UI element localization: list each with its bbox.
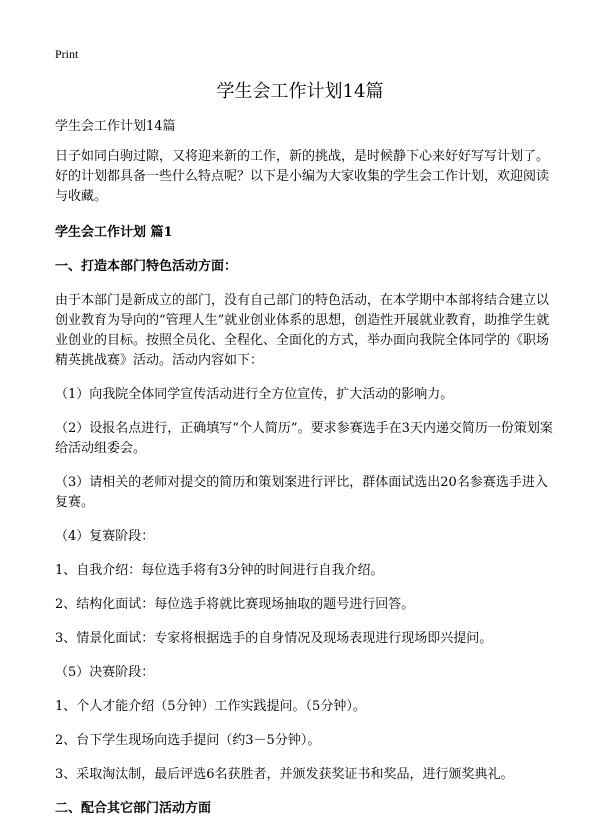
- document-body: [55, 117, 555, 833]
- page-title: 学生会工作计划14篇: [216, 81, 384, 102]
- list-item: 3、情景化面试：专家将根据选手的自身情况及现场表现进行现场即兴提问。: [55, 631, 493, 646]
- section-heading-1: 学生会工作计划 篇1: [55, 225, 173, 240]
- document-subtitle: 学生会工作计划14篇: [55, 119, 176, 134]
- list-item: 3、采取淘汰制，最后评选6名获胜者，并颁发获奖证书和奖品，进行颁奖典礼。: [55, 767, 514, 782]
- list-item: 2、结构化面试：每位选手将就比赛现场抽取的题号进行回答。: [55, 597, 415, 612]
- part-heading-2: 二、配合其它部门活动方面: [55, 801, 212, 816]
- intro-paragraph: 日子如同白驹过隙，又将迎来新的工作，新的挑战，是时候静下心来好好写写计划了。好的计划都具备一些什么特点呢？以下是小编为大家收集的学生会工作计划，欢迎阅读与收藏。: [55, 149, 550, 204]
- list-item: 1、个人才能介绍（5分钟）工作实践提问。（5分钟）。: [55, 699, 366, 714]
- list-item: 1、自我介绍：每位选手将有3分钟的时间进行自我介绍。: [55, 563, 384, 578]
- part1-paragraph: 由于本部门是新成立的部门，没有自己部门的特色活动，在本学期中本部将结合建立以创业教育为导向的“管理人生”就业创业体系的思想，创造性开展就业教育，助推学生就业创业的目标。按照全员化、全程化、全面化的方式，举办面向我院全体同学的《职场精英挑战赛》活动。活动内容如下：: [55, 293, 550, 368]
- print-link[interactable]: Print: [55, 47, 79, 61]
- list-item: （2）设报名点进行，正确填写“个人简历”。要求参赛选手在3天内递交简历一份策划案给活动组委会。: [55, 421, 553, 456]
- part-heading-1: 一、打造本部门特色活动方面：: [55, 259, 238, 274]
- list-item: 2、台下学生现场向选手提问（约3－5分钟）。: [55, 733, 321, 748]
- list-item: （5）决赛阶段：: [55, 665, 155, 680]
- list-item: （1）向我院全体同学宣传活动进行全方位宣传，扩大活动的影响力。: [55, 387, 454, 402]
- list-item: （3）请相关的老师对提交的简历和策划案进行评比，群体面试选出20名参赛选手进入复赛。: [55, 475, 548, 510]
- list-item: （4）复赛阶段：: [55, 529, 155, 544]
